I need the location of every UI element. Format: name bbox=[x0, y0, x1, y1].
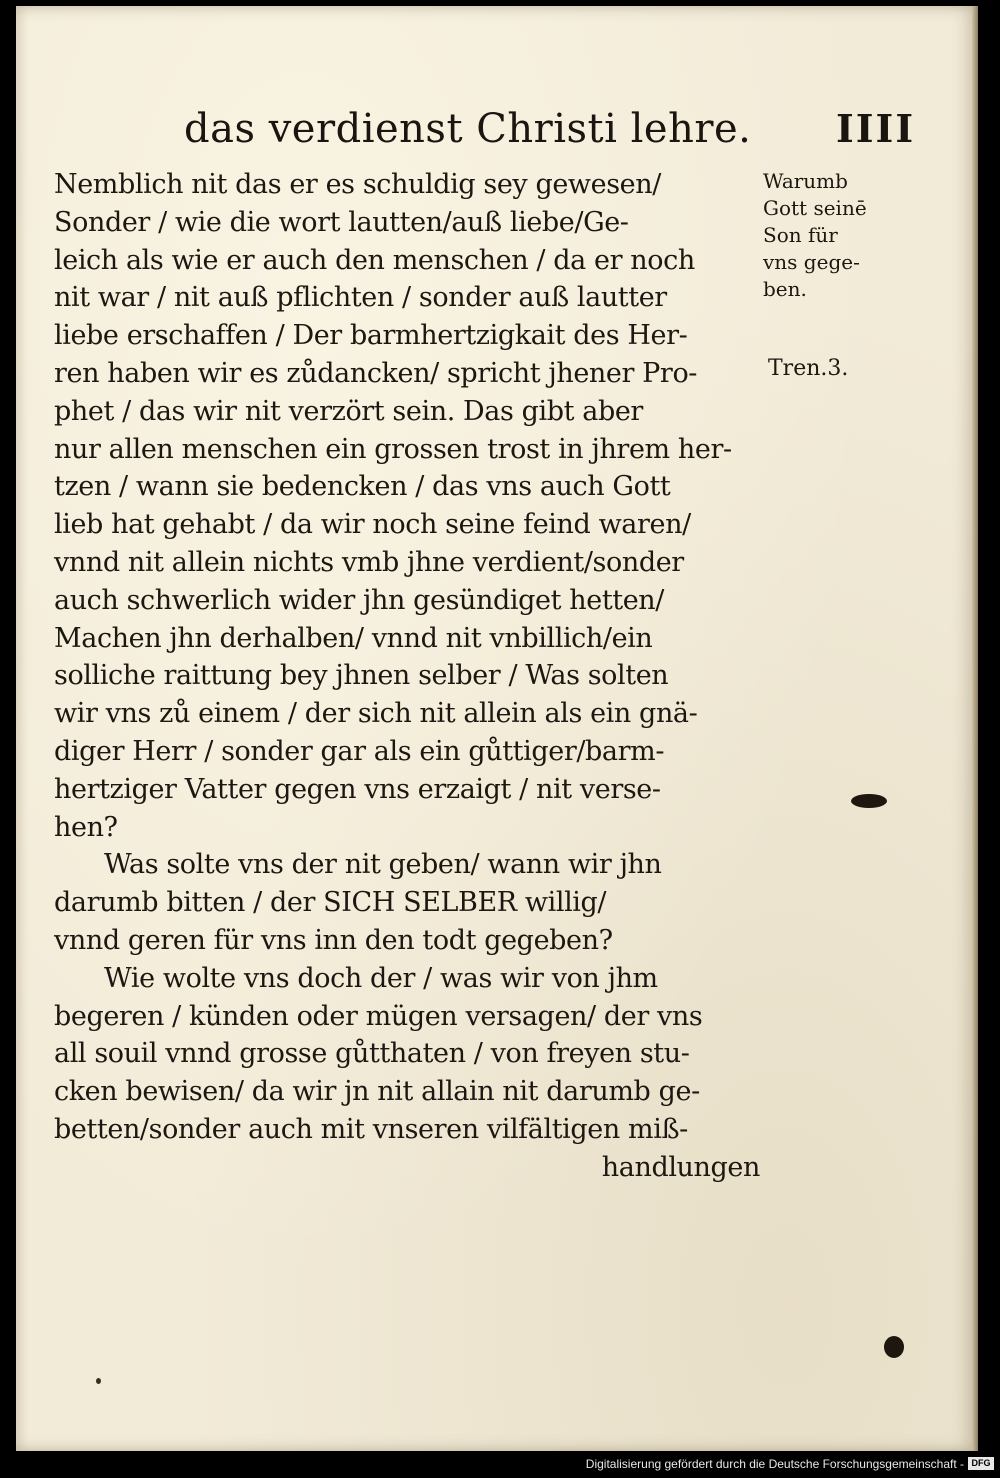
dfg-logo: DFG bbox=[968, 1457, 994, 1470]
running-title: das verdienst Christi lehre. bbox=[184, 106, 752, 152]
text-line: Nemblich nit das er es schuldig sey gewesen/ bbox=[54, 169, 661, 200]
text-line: hertziger Vatter gegen vns erzaigt / nit verse- bbox=[54, 773, 661, 805]
text-line: phet / das wir nit verzört sein. Das gibt aber bbox=[54, 395, 643, 427]
marginal-note bbox=[763, 168, 903, 303]
text-line: vnnd geren für vns inn den todt gegeben? bbox=[54, 924, 613, 956]
text-line: tzen / wann sie bedencken / das vns auch Gott bbox=[54, 471, 671, 503]
body-text bbox=[54, 166, 766, 1187]
marginal-note-line: Gott seinē bbox=[763, 196, 867, 220]
text-line: solliche raittung bey jhnen selber / Was solten bbox=[54, 660, 669, 692]
paragraph-start-line: Was solte vns der nit geben/ wann wir jhn bbox=[104, 849, 662, 881]
text-line: wir vns zů einem / der sich nit allein als ein gnä- bbox=[54, 698, 698, 730]
text-line: betten/sonder auch mit vnseren vilfältigen miß- bbox=[54, 1113, 688, 1145]
text-line: vnnd nit allein nichts vmb jhne verdient/sonder bbox=[54, 546, 684, 578]
catchword: handlungen bbox=[601, 1151, 760, 1183]
folio-number: IIII bbox=[836, 106, 916, 151]
marginal-reference: Tren.3. bbox=[768, 356, 849, 381]
marginal-note-line: vns gege- bbox=[763, 250, 860, 274]
funding-credit: Digitalisierung gefördert durch die Deutsche Forschungsgemeinschaft - bbox=[585, 1457, 964, 1471]
book-page bbox=[16, 6, 978, 1451]
text-line: lieb hat gehabt / da wir noch seine feind waren/ bbox=[54, 509, 691, 541]
text-line: begeren / künden oder mügen versagen/ der vns bbox=[54, 1000, 703, 1032]
marginal-note-line: Son für bbox=[763, 223, 838, 247]
text-line: cken bewisen/ da wir jn nit allain nit darumb ge- bbox=[54, 1076, 700, 1108]
marginal-note-line: Warumb bbox=[763, 169, 848, 193]
text-line: hen? bbox=[54, 811, 118, 843]
text-line: all souil vnnd grosse gůtthaten / von freyen stu- bbox=[54, 1038, 690, 1070]
text-line: nur allen menschen ein grossen trost in jhrem her- bbox=[54, 433, 732, 465]
footer-bar bbox=[0, 1451, 1000, 1478]
page-edge bbox=[972, 6, 978, 1451]
ink-blot bbox=[851, 794, 887, 808]
text-line: ren haben wir es zůdancken/ spricht jhener Pro- bbox=[54, 357, 698, 389]
text-line: Sonder / wie die wort lautten/auß liebe/Ge- bbox=[54, 206, 629, 238]
page-header bbox=[176, 106, 916, 166]
paragraph-start-line: Wie wolte vns doch der / was wir von jhm bbox=[104, 962, 658, 994]
text-line: leich als wie er auch den menschen / da er noch bbox=[54, 244, 695, 276]
text-line: nit war / nit auß pflichten / sonder auß lautter bbox=[54, 282, 667, 314]
text-line: diger Herr / sonder gar als ein gůttiger/barm- bbox=[54, 735, 665, 767]
text-line: liebe erschaffen / Der barmhertzigkait des Her- bbox=[54, 320, 688, 352]
text-line: auch schwerlich wider jhn gesündiget hetten/ bbox=[54, 584, 664, 616]
text-line: Machen jhn derhalben/ vnnd nit vnbillich/ein bbox=[54, 622, 653, 654]
ink-blot bbox=[884, 1336, 904, 1358]
paper-speck bbox=[96, 1378, 101, 1384]
text-line: darumb bitten / der SICH SELBER willig/ bbox=[54, 887, 607, 919]
marginal-note-line: ben. bbox=[763, 277, 807, 301]
